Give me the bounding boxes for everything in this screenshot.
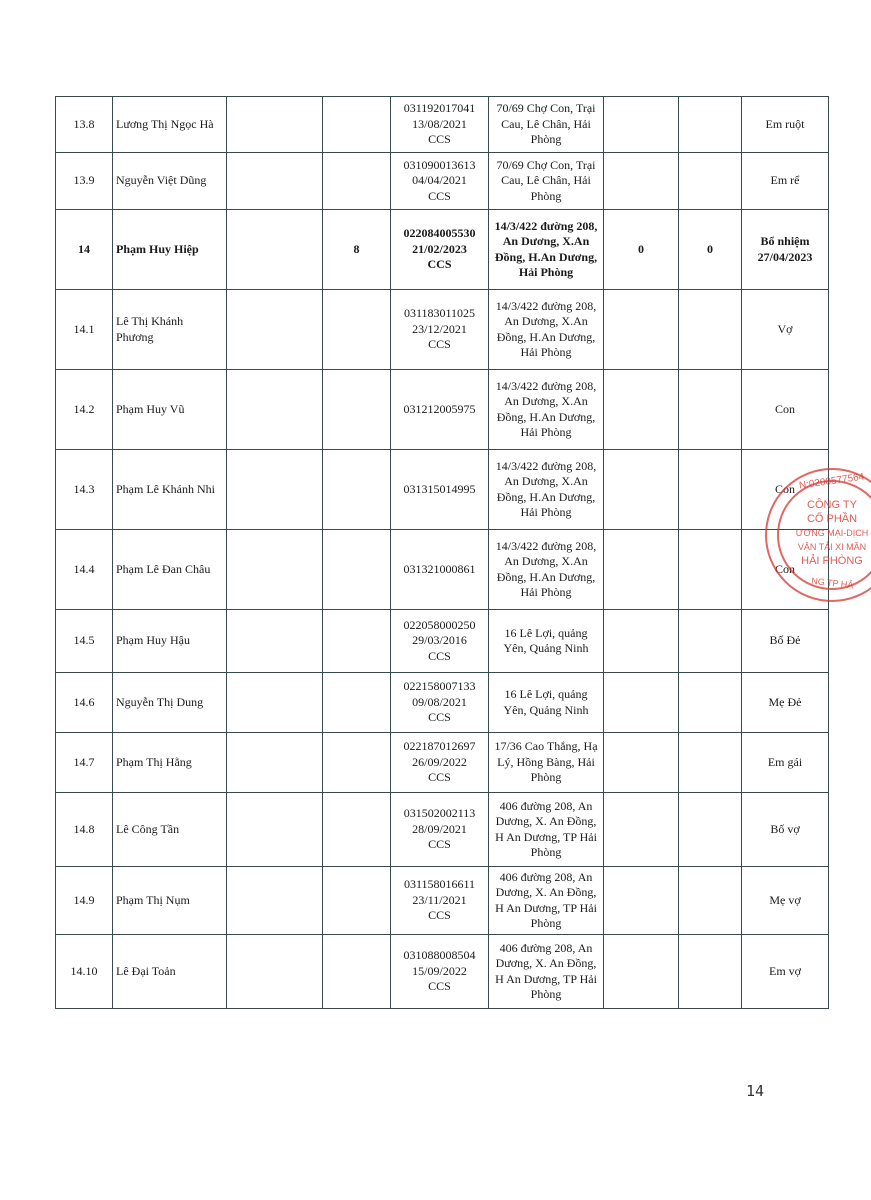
full-name-cell: Phạm Huy Hiệp — [113, 210, 227, 290]
column-3-cell — [227, 610, 323, 673]
row-number-cell: 14 — [56, 210, 113, 290]
column-3-cell — [227, 793, 323, 867]
table-row — [56, 97, 829, 153]
id-number-cell: 031158016611 23/11/2021 CCS — [391, 867, 489, 935]
relationship-cell: Em ruột — [742, 97, 829, 153]
column-4-cell — [323, 673, 391, 733]
svg-text:HẢI PHÒNG: HẢI PHÒNG — [801, 555, 863, 567]
full-name-cell: Nguyễn Việt Dũng — [113, 153, 227, 210]
svg-text:ƯƠNG MẠI-DỊCH: ƯƠNG MẠI-DỊCH — [795, 528, 869, 538]
column-4-cell — [323, 97, 391, 153]
row-number-cell: 14.6 — [56, 673, 113, 733]
address-cell: 14/3/422 đường 208, An Dương, X.An Đồng, H.An Dương, Hải Phòng — [489, 290, 604, 370]
row-number-cell: 14.7 — [56, 733, 113, 793]
column-7-cell — [604, 793, 679, 867]
column-4-cell — [323, 450, 391, 530]
row-number-cell: 14.1 — [56, 290, 113, 370]
row-number-cell: 14.5 — [56, 610, 113, 673]
column-4-cell — [323, 867, 391, 935]
relationship-cell: Bố vợ — [742, 793, 829, 867]
id-number-cell: 031212005975 — [391, 370, 489, 450]
address-cell: 17/36 Cao Thắng, Hạ Lý, Hồng Bàng, Hải Phòng — [489, 733, 604, 793]
address-cell: 70/69 Chợ Con, Trại Cau, Lê Chân, Hải Phòng — [489, 97, 604, 153]
relationship-cell: Bố Đẻ — [742, 610, 829, 673]
column-3-cell — [227, 210, 323, 290]
relationship-cell: Bổ nhiệm 27/04/2023 — [742, 210, 829, 290]
relationship-cell: Con — [742, 530, 829, 610]
column-7-cell — [604, 610, 679, 673]
address-cell: 406 đường 208, An Dương, X. An Đồng, H An Dương, TP Hải Phòng — [489, 867, 604, 935]
column-3-cell — [227, 97, 323, 153]
full-name-cell: Phạm Lê Đan Châu — [113, 530, 227, 610]
table-row — [56, 450, 829, 530]
column-8-cell — [679, 370, 742, 450]
full-name-cell: Phạm Thị Hằng — [113, 733, 227, 793]
table-row — [56, 793, 829, 867]
column-8-cell — [679, 733, 742, 793]
address-cell: 14/3/422 đường 208, An Dương, X.An Đồng, H.An Dương, Hải Phòng — [489, 530, 604, 610]
relationship-cell: Vợ — [742, 290, 829, 370]
column-7-cell — [604, 153, 679, 210]
table-row — [56, 673, 829, 733]
table-row — [56, 210, 829, 290]
id-number-cell: 022084005530 21/02/2023 CCS — [391, 210, 489, 290]
svg-text:CÔNG TY: CÔNG TY — [807, 499, 857, 511]
table-row — [56, 935, 829, 1009]
column-8-cell: 0 — [679, 210, 742, 290]
column-7-cell — [604, 733, 679, 793]
column-7-cell — [604, 290, 679, 370]
column-4-cell: 8 — [323, 210, 391, 290]
address-cell: 406 đường 208, An Dương, X. An Đồng, H An Dương, TP Hải Phòng — [489, 935, 604, 1009]
id-number-cell: 031088008504 15/09/2022 CCS — [391, 935, 489, 1009]
column-8-cell — [679, 450, 742, 530]
id-number-cell: 031321000861 — [391, 530, 489, 610]
svg-text:CỔ PHẦN: CỔ PHẦN — [806, 513, 858, 525]
id-number-cell: 031192017041 13/08/2021 CCS — [391, 97, 489, 153]
column-3-cell — [227, 370, 323, 450]
column-3-cell — [227, 450, 323, 530]
column-4-cell — [323, 935, 391, 1009]
column-8-cell — [679, 530, 742, 610]
column-4-cell — [323, 153, 391, 210]
table-body — [56, 97, 829, 1009]
column-7-cell — [604, 867, 679, 935]
column-8-cell — [679, 673, 742, 733]
column-7-cell: 0 — [604, 210, 679, 290]
full-name-cell: Lê Công Tần — [113, 793, 227, 867]
column-8-cell — [679, 610, 742, 673]
relationship-cell: Em gái — [742, 733, 829, 793]
row-number-cell: 14.9 — [56, 867, 113, 935]
table-row — [56, 290, 829, 370]
svg-text:NG TP HẢ: NG TP HẢ — [810, 575, 854, 591]
full-name-cell: Phạm Thị Nụm — [113, 867, 227, 935]
id-number-cell: 031183011025 23/12/2021 CCS — [391, 290, 489, 370]
row-number-cell: 14.2 — [56, 370, 113, 450]
column-4-cell — [323, 733, 391, 793]
full-name-cell: Nguyễn Thị Dung — [113, 673, 227, 733]
column-4-cell — [323, 370, 391, 450]
column-8-cell — [679, 867, 742, 935]
column-3-cell — [227, 867, 323, 935]
svg-text:N:0200577564: N:0200577564 — [798, 471, 865, 492]
table-row — [56, 867, 829, 935]
column-8-cell — [679, 97, 742, 153]
column-3-cell — [227, 935, 323, 1009]
column-7-cell — [604, 97, 679, 153]
column-4-cell — [323, 793, 391, 867]
full-name-cell: Phạm Huy Hậu — [113, 610, 227, 673]
column-4-cell — [323, 610, 391, 673]
column-3-cell — [227, 290, 323, 370]
address-cell: 14/3/422 đường 208, An Dương, X.An Đồng, H.An Dương, Hải Phòng — [489, 370, 604, 450]
row-number-cell: 13.9 — [56, 153, 113, 210]
full-name-cell: Lương Thị Ngọc Hà — [113, 97, 227, 153]
column-8-cell — [679, 793, 742, 867]
column-7-cell — [604, 450, 679, 530]
relationship-cell: Con — [742, 370, 829, 450]
table-row — [56, 153, 829, 210]
address-cell: 16 Lê Lợi, quảng Yên, Quảng Ninh — [489, 673, 604, 733]
page-number: 14 — [746, 1082, 765, 1100]
id-number-cell: 022058000250 29/03/2016 CCS — [391, 610, 489, 673]
address-cell: 14/3/422 đường 208, An Dương, X.An Đồng, H.An Dương, Hải Phòng — [489, 210, 604, 290]
address-cell: 70/69 Chợ Con, Trại Cau, Lê Chân, Hải Phòng — [489, 153, 604, 210]
id-number-cell: 031315014995 — [391, 450, 489, 530]
table-row — [56, 610, 829, 673]
relationship-cell: Mẹ Đẻ — [742, 673, 829, 733]
address-cell: 16 Lê Lợi, quảng Yên, Quảng Ninh — [489, 610, 604, 673]
column-7-cell — [604, 673, 679, 733]
column-8-cell — [679, 935, 742, 1009]
id-number-cell: 022158007133 09/08/2021 CCS — [391, 673, 489, 733]
row-number-cell: 14.8 — [56, 793, 113, 867]
table-row — [56, 530, 829, 610]
column-3-cell — [227, 673, 323, 733]
relationship-cell: Con — [742, 450, 829, 530]
column-4-cell — [323, 530, 391, 610]
column-7-cell — [604, 530, 679, 610]
row-number-cell: 14.10 — [56, 935, 113, 1009]
id-number-cell: 022187012697 26/09/2022 CCS — [391, 733, 489, 793]
address-cell: 14/3/422 đường 208, An Dương, X.An Đồng, H.An Dương, Hải Phòng — [489, 450, 604, 530]
column-3-cell — [227, 733, 323, 793]
column-7-cell — [604, 935, 679, 1009]
table-row — [56, 370, 829, 450]
relationship-cell: Mẹ vợ — [742, 867, 829, 935]
column-8-cell — [679, 153, 742, 210]
column-7-cell — [604, 370, 679, 450]
id-number-cell: 031502002113 28/09/2021 CCS — [391, 793, 489, 867]
row-number-cell: 13.8 — [56, 97, 113, 153]
full-name-cell: Phạm Huy Vũ — [113, 370, 227, 450]
column-3-cell — [227, 530, 323, 610]
full-name-cell: Phạm Lê Khánh Nhi — [113, 450, 227, 530]
table-row — [56, 733, 829, 793]
address-cell: 406 đường 208, An Dương, X. An Đồng, H An Dương, TP Hải Phòng — [489, 793, 604, 867]
column-8-cell — [679, 290, 742, 370]
column-4-cell — [323, 290, 391, 370]
id-number-cell: 031090013613 04/04/2021 CCS — [391, 153, 489, 210]
svg-text:VẬN TẢI XI MĂN: VẬN TẢI XI MĂN — [797, 542, 867, 552]
relationship-cell: Em rể — [742, 153, 829, 210]
related-persons-table — [55, 96, 829, 1009]
relationship-cell: Em vợ — [742, 935, 829, 1009]
full-name-cell: Lê Thị Khánh Phương — [113, 290, 227, 370]
column-3-cell — [227, 153, 323, 210]
full-name-cell: Lê Đại Toản — [113, 935, 227, 1009]
row-number-cell: 14.3 — [56, 450, 113, 530]
row-number-cell: 14.4 — [56, 530, 113, 610]
